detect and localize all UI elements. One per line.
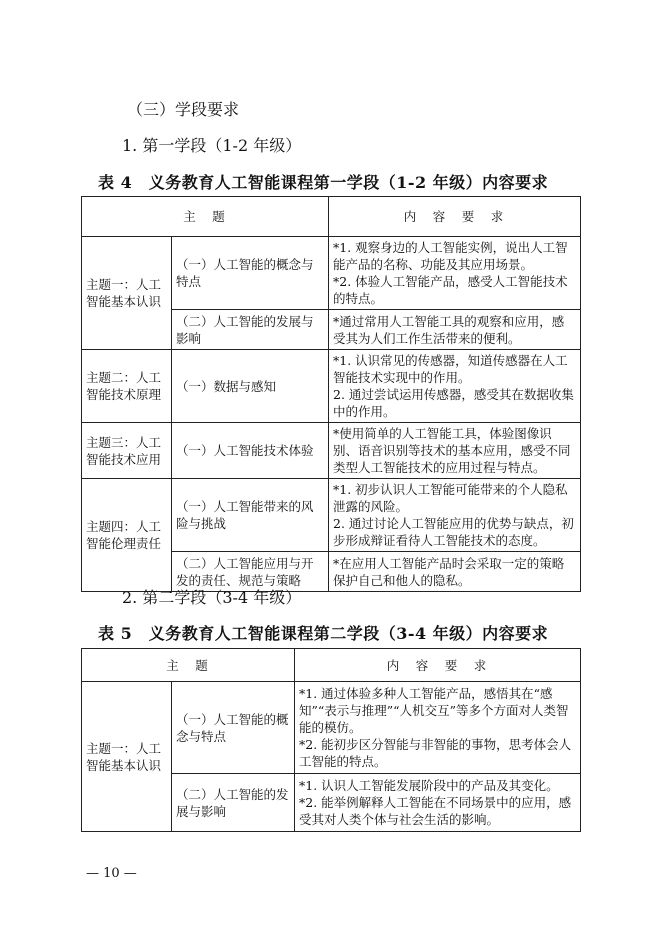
- table4: [81, 196, 581, 592]
- table4-content-4-1: *1. 初步认识人工智能可能带来的个人隐私泄露的风险。 2. 通过讨论人工智能应用的优势与缺点，初步形成辩证看待人工智能技术的态度。: [329, 479, 581, 552]
- table4-sub-3-1: （一）人工智能技术体验: [172, 423, 329, 479]
- table4-content-1-1: *1. 观察身边的人工智能实例，说出人工智能产品的名称、功能及其应用场景。 *2. 体验人工智能产品，感受人工智能技术的特点。: [329, 237, 581, 310]
- table5-content-1-2: *1. 认识人工智能发展阶段中的产品及其变化。 *2. 能举例解释人工智能在不同场景中的应用，感受其对人类个体与社会生活的影响。: [295, 774, 581, 832]
- table5-header-content: 内 容 要 求: [295, 649, 581, 682]
- table5: [81, 648, 581, 832]
- table5-header-topic: 主 题: [82, 649, 295, 682]
- table5-sub-1-2: （二）人工智能的发展与影响: [172, 774, 295, 832]
- table4-content-1-2: *通过常用人工智能工具的观察和应用，感受其为人们工作生活带来的便利。: [329, 310, 581, 350]
- table4-content-4-2: *在应用人工智能产品时会采取一定的策略保护自己和他人的隐私。: [329, 552, 581, 592]
- table4-topic-4: 主题四：人工智能伦理责任: [82, 479, 172, 592]
- table4-header-topic: 主 题: [82, 197, 329, 237]
- table4-sub-1-1: （一）人工智能的概念与特点: [172, 237, 329, 310]
- table5-topic-1: 主题一：人工智能基本认识: [82, 682, 172, 832]
- table4-sub-4-2: （二）人工智能应用与开发的责任、规范与策略: [172, 552, 329, 592]
- table4-topic-3: 主题三：人工智能技术应用: [82, 423, 172, 479]
- table5-caption: 表 5 义务教育人工智能课程第二学段（3-4 年级）内容要求: [98, 624, 549, 643]
- stage2-heading: 2. 第二学段（3-4 年级）: [122, 588, 302, 607]
- table4-caption: 表 4 义务教育人工智能课程第一学段（1-2 年级）内容要求: [98, 173, 549, 192]
- table4-content-3-1: *使用简单的人工智能工具，体验图像识别、语音识别等技术的基本应用，感受不同类型人工智能技术的应用过程与特点。: [329, 423, 581, 479]
- section-heading: （三）学段要求: [127, 100, 240, 119]
- table4-topic-1: 主题一：人工智能基本认识: [82, 237, 172, 350]
- table4-sub-4-1: （一）人工智能带来的风险与挑战: [172, 479, 329, 552]
- table5-content-1-1: *1. 通过体验多种人工智能产品，感悟其在“感知”“表示与推理”“人机交互”等多个方面对人类智能的模仿。 *2. 能初步区分智能与非智能的事物，思考体会人工智能的特点。: [295, 682, 581, 774]
- page-number: — 10 —: [86, 866, 137, 881]
- table4-sub-2-1: （一）数据与感知: [172, 350, 329, 423]
- table5-sub-1-1: （一）人工智能的概念与特点: [172, 682, 295, 774]
- table4-header-content: 内 容 要 求: [329, 197, 581, 237]
- table4-sub-1-2: （二）人工智能的发展与影响: [172, 310, 329, 350]
- table4-topic-2: 主题二：人工智能技术原理: [82, 350, 172, 423]
- stage1-heading: 1. 第一学段（1-2 年级）: [122, 136, 302, 155]
- table4-content-2-1: *1. 认识常见的传感器，知道传感器在人工智能技术实现中的作用。 2. 通过尝试运用传感器，感受其在数据收集中的作用。: [329, 350, 581, 423]
